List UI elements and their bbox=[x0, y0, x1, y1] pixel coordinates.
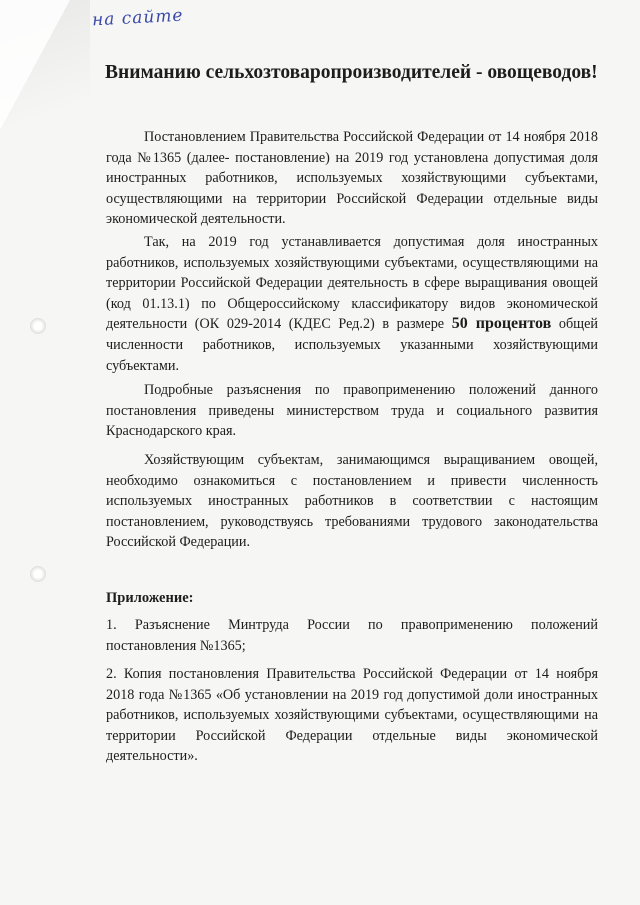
paragraph-2 bbox=[106, 232, 598, 376]
paragraph-3: Подробные разъяснения по правоприменению положений данного постановления приведены министерством труда и социального развития Краснодарского края. bbox=[106, 382, 598, 440]
punch-hole-lower bbox=[30, 566, 46, 582]
paragraph-1: Постановлением Правительства Российской Федерации от 14 ноября 2018 года №1365 (далее- постановление) на 2019 год установлена допустимая доля иностранных работников, используемых хозяйствующими субъектами, осуществляющими на территории Российской Федерации отдельные виды экономической деятельности. bbox=[106, 129, 598, 228]
attachment-item-2: 2. Копия постановления Правительства Российской Федерации от 14 ноября 2018 года №1365 «Об установлении на 2019 год допустимой доли иностранных работников, используемых хозяйствующими субъектами, осуществляющими на территории Российской Федерации отдельные виды экономической деятельности». bbox=[106, 666, 598, 765]
paragraph-2-text-before: Так, на 2019 год устанавливается допустимая доля иностранных работников, используемых хозяйствующими субъектами, осуществляющими на территории Российской Федерации деятельность в сфере выращивания овощей (код 01.13.1) по Общероссийскому классификатору видов экономической деятельности (ОК 029-2014 (КДЕС Ред.2) в размере bbox=[106, 234, 598, 333]
paragraph-4: Хозяйствующим субъектам, занимающимся выращиванием овощей, необходимо ознакомиться с постановлением и привести численность используемых иностранных работников в соответствии с настоящим постановлением, руководствуясь требованиями трудового законодательства Российской Федерации. bbox=[106, 452, 598, 551]
document-title: Вниманию сельхозтоваропроизводителей - овощеводов! bbox=[105, 62, 598, 83]
punch-hole-upper bbox=[30, 318, 46, 334]
attachment-item-1: 1. Разъяснение Минтруда России по правоприменению положений постановления №1365; bbox=[106, 617, 598, 654]
handwritten-note: на сайте bbox=[91, 5, 184, 31]
attachments-heading: Приложение: bbox=[106, 590, 194, 606]
page-fold-corner bbox=[0, 0, 70, 130]
quota-emphasis: 50 процентов bbox=[451, 315, 552, 333]
paragraph-2-text-after: общей численности работников, используемых указанными хозяйствующими субъектами. bbox=[106, 316, 599, 374]
